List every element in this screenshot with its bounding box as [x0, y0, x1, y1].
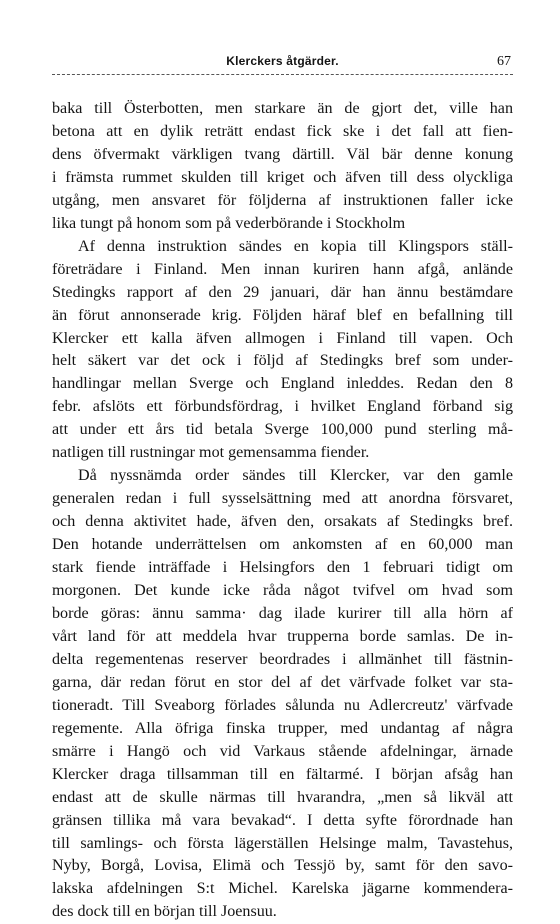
text-line: att under ett års tid betala Sverge 100,000 pund sterling må-	[52, 421, 513, 439]
text-line: handlingar mellan Sverge och England inleddes. Redan den 8	[52, 375, 513, 393]
text-line: smärre i Hangö och vid Varkaus stående afdelningar, ärnade	[52, 742, 513, 760]
text-line: betona att en dylik reträtt endast fick ske i det fall att fien-	[52, 122, 513, 140]
text-line: Klercker draga tillsamman till en fältarmé. I början afsåg han	[52, 765, 513, 783]
text-line: och denna aktivitet hade, äfven den, orsakats af Stedingks bref.	[52, 513, 513, 531]
paragraph	[52, 465, 513, 924]
text-line: till samlings- och första lägerställen Helsinge malm, Tavastehus,	[52, 834, 513, 852]
text-line: utgång, men ansvaret för följderna af instruktionen faller icke	[52, 191, 513, 209]
text-line: Stedingks rapport af den 29 januari, där han ännu bestämdare	[52, 283, 513, 301]
paragraph	[52, 98, 513, 236]
text-line: i främsta rummet skulden till kriget och äfven till dess olyckliga	[52, 168, 513, 186]
text-line: Af denna instruktion sändes en kopia till Klingspors ställ-	[78, 237, 513, 255]
header-rule	[52, 74, 513, 75]
text-line: borde göras: ännu samma· dag ilade kurirer till alla hörn af	[52, 604, 513, 622]
text-line: stark fiende inträffade i Helsingfors den 1 februari tidigt om	[52, 559, 513, 577]
text-line: Den hotande underrättelsen om ankomsten af en 60,000 man	[52, 536, 513, 554]
text-line: lika tungt på honom som på vederbörande i Stockholm	[52, 214, 406, 232]
text-line: Klercker ett kalla äfven allmogen i Finland till vapen. Och	[52, 329, 513, 347]
text-line: helt säkert var det ock i följd af Stedingks bref som under-	[52, 352, 513, 370]
text-line: företrädare i Finland. Men innan kuriren hann afgå, anlände	[52, 260, 513, 278]
text-line: Då nyssnämda order sändes till Klercker, var den gamle	[78, 467, 513, 485]
text-line: generalen redan i full sysselsättning med att anordna försvaret,	[52, 490, 513, 508]
body-text	[52, 98, 513, 924]
text-line: febr. afslöts ett förbundsfördrag, i hvilket England förband sig	[52, 398, 513, 416]
text-line: vårt land för att meddela hvar trupperna borde samlas. De in-	[52, 627, 513, 645]
text-line: lakska afdelningen S:t Michel. Karelska jägarne kommendera-	[52, 880, 513, 898]
page-header	[52, 52, 513, 78]
text-line: än förut annonserade krig. Följden häraf blef en befallning till	[52, 306, 513, 324]
text-line: baka till Österbotten, men starkare än de gjort det, ville han	[52, 100, 513, 117]
paragraph	[52, 236, 513, 466]
text-line: Nyby, Borgå, Lovisa, Elimä och Tessjö by, samt för den savo-	[52, 857, 513, 875]
text-line: dens öfvermakt värkligen tvang därtill. Väl bär denne konung	[52, 145, 513, 163]
text-line: tioneradt. Till Sveaborg förlades sålunda nu Adlercreutz' värfvade	[52, 696, 513, 714]
text-line: gränsen tillika må vara bevakad“. I detta syfte förordnade han	[52, 811, 513, 829]
running-title: Klerckers åtgärder.	[226, 54, 339, 68]
text-line: natligen till rustningar mot gemensamma fiender.	[52, 444, 370, 462]
text-line: garna, där redan förut en stor del af det värfvade folket var sta-	[52, 673, 513, 691]
text-line: delta regementenas reserver beordrades i allmänhet till fästnin-	[52, 650, 513, 668]
text-line: endast att de skulle närmas till hvarandra, „men så likväl att	[52, 788, 513, 806]
text-line: des dock till en början till Joensuu.	[52, 903, 277, 921]
text-line: regemente. Alla öfriga finska trupper, med undantag af några	[52, 719, 513, 737]
text-line: morgonen. Det kunde icke råda något tvifvel om hvad som	[52, 582, 513, 600]
page-number: 67	[497, 54, 511, 69]
